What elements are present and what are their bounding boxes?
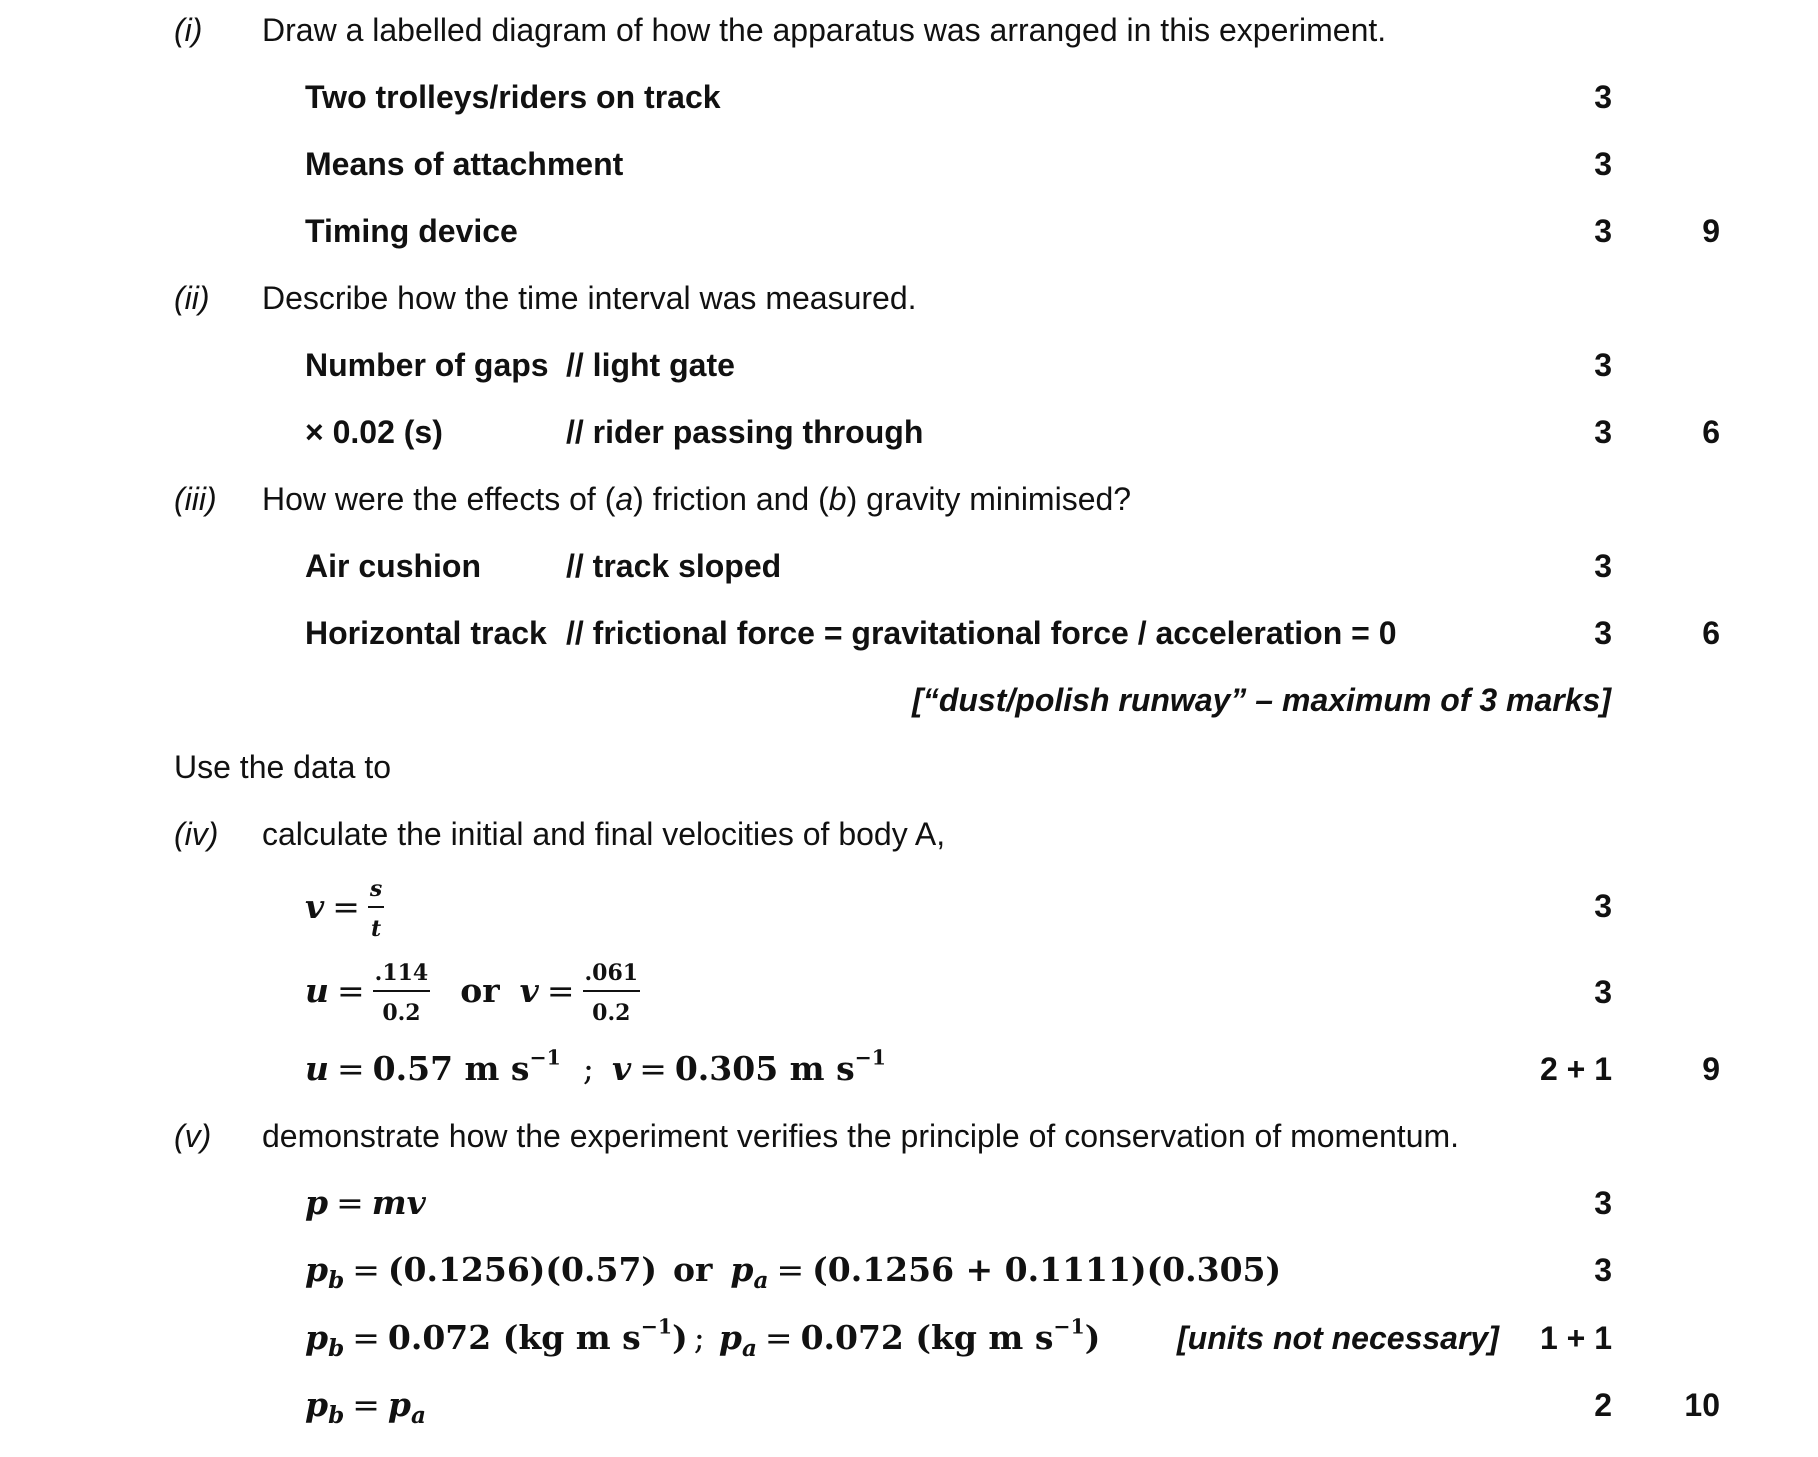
part-ii-label: (ii) — [174, 280, 210, 316]
answer-iii-1-right: // track sloped — [566, 548, 782, 584]
mark-v-1: 3 — [1594, 1185, 1612, 1221]
answer-i-3: Timing device — [305, 213, 518, 249]
mark-v-4: 2 — [1594, 1387, 1612, 1423]
part-i-question: Draw a labelled diagram of how the apparatus was arranged in this experiment. — [262, 12, 1387, 48]
mark-i-3: 3 — [1594, 213, 1612, 249]
answer-iii-1-left: Air cushion — [305, 548, 482, 584]
mark-i-1: 3 — [1594, 79, 1612, 115]
part-iii-label: (iii) — [174, 481, 217, 517]
answer-ii-1-left: Number of gaps — [305, 347, 549, 383]
part-v-question: demonstrate how the experiment verifies the principle of conservation of momentum. — [262, 1118, 1460, 1154]
total-iv: 9 — [1702, 1051, 1720, 1087]
mark-v-3: 1 + 1 — [1539, 1320, 1612, 1356]
momentum-results: $p_b = 0.072$ (kg m $s^{-1}$) ; $p_a = 0.072$ (kg m $s^{-1}$) — [305, 1314, 1101, 1362]
marking-note-runway: [“dust/polish runway” – maximum of 3 marks] — [912, 682, 1611, 718]
part-v-label: (v) — [174, 1118, 212, 1154]
part-iii-question: How were the effects of (a) friction and (b) gravity minimised? — [262, 481, 1132, 517]
marking-note-units: [units not necessary] — [1177, 1320, 1499, 1356]
mark-ii-1: 3 — [1594, 347, 1612, 383]
part-iv-label: (iv) — [174, 816, 219, 852]
momentum-equality: $p_b = p_a$ — [305, 1385, 426, 1429]
total-ii: 6 — [1702, 414, 1720, 450]
mark-iv-3: 2 + 1 — [1539, 1051, 1612, 1087]
answer-ii-2-right: // rider passing through — [566, 414, 924, 450]
mark-iv-1: 3 — [1594, 888, 1612, 924]
substitution-u-v: u = $\frac{.114}{0.2}$ or v = $\frac{.061}{0.2}$ — [305, 960, 639, 1026]
part-ii-question: Describe how the time interval was measured. — [262, 280, 917, 316]
formula-v-equals-s-over-t: v = $\frac{s}{t}$ — [305, 876, 383, 942]
formula-p-equals-mv: p = mv — [305, 1183, 426, 1222]
mark-iii-2: 3 — [1594, 615, 1612, 651]
mark-i-2: 3 — [1594, 146, 1612, 182]
part-iv-question: calculate the initial and final velocities of body A, — [262, 816, 946, 852]
answer-ii-2-left: × 0.02 (s) — [305, 414, 443, 450]
answer-i-1: Two trolleys/riders on track — [305, 79, 721, 115]
momentum-substitution: $p_b = (0.1256)(0.57)$ or $p_a = (0.1256 + 0.1111)(0.305)$ — [305, 1250, 1282, 1294]
mark-ii-2: 3 — [1594, 414, 1612, 450]
total-iii: 6 — [1702, 615, 1720, 651]
answer-ii-1-right: // light gate — [566, 347, 735, 383]
answer-iii-2-left: Horizontal track — [305, 615, 547, 651]
answer-iii-2-right: // frictional force = gravitational force / acceleration = 0 — [566, 615, 1397, 651]
mark-iv-2: 3 — [1594, 974, 1612, 1010]
total-i: 9 — [1702, 213, 1720, 249]
mark-v-2: 3 — [1594, 1252, 1612, 1288]
result-velocities: u = 0.57 m $s^{-1}$ ; v = 0.305 m $s^{-1}$ — [305, 1045, 887, 1088]
answer-i-2: Means of attachment — [305, 146, 624, 182]
use-data-heading: Use the data to — [174, 749, 392, 785]
mark-iii-1: 3 — [1594, 548, 1612, 584]
total-v: 10 — [1684, 1387, 1720, 1423]
part-i-label: (i) — [174, 12, 203, 48]
